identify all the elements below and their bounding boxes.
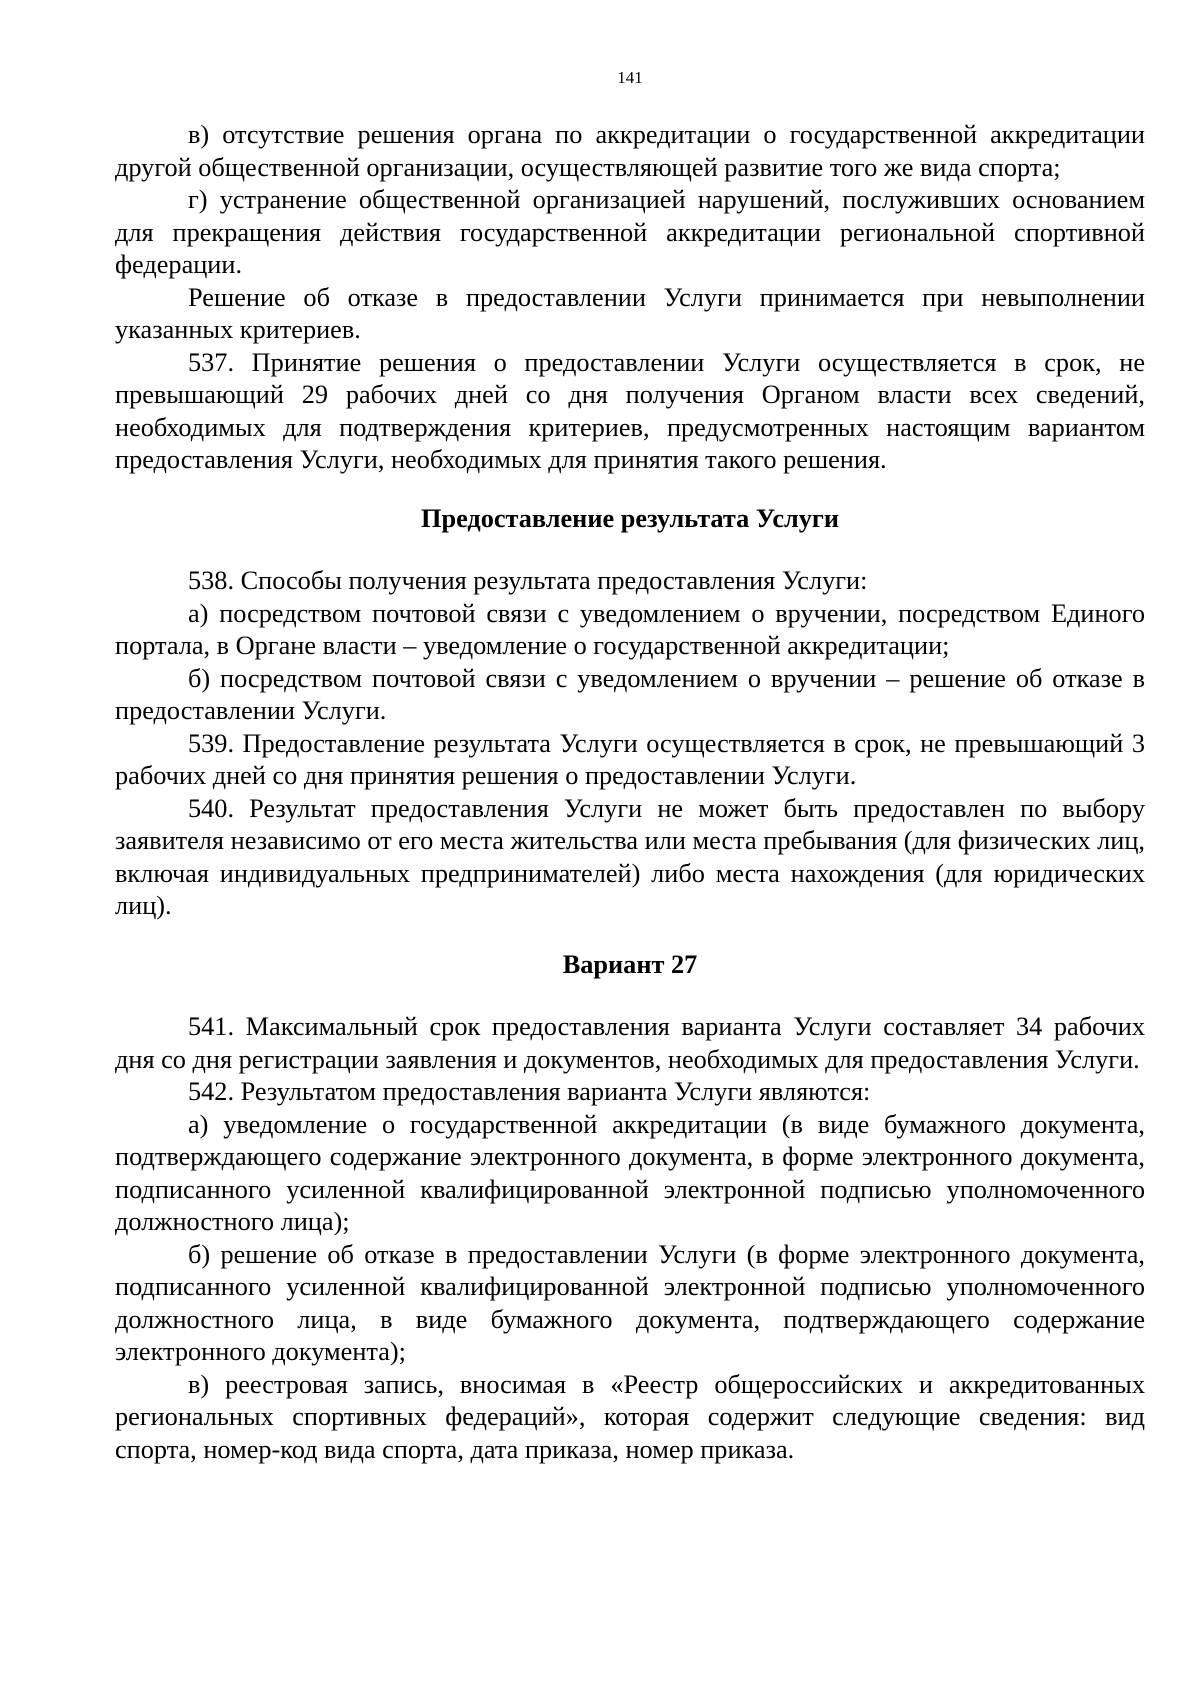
- spacer: [115, 535, 1145, 565]
- section-heading-result: Предоставление результата Услуги: [420, 503, 839, 533]
- page-number: 141: [617, 68, 643, 87]
- paragraph-542: 542. Результатом предоставления варианта Услуги являются:: [188, 1077, 871, 1106]
- spacer: [115, 981, 1145, 1011]
- paragraph-539: 539. Предоставление результата Услуги осуществляется в срок, не превышающий 3 рабочих дней со дня принятия решения о предоставлении Услуги.: [115, 728, 1145, 790]
- paragraph-refusal-decision: Решение об отказе в предоставлении Услуги принимается при невыполнении указанных критериев.: [115, 282, 1145, 344]
- paragraph-541: 541. Максимальный срок предоставления варианта Услуги составляет 34 рабочих дня со дня регистрации заявления и документов, необходимых для предоставления Услуги.: [115, 1012, 1145, 1074]
- paragraph-540: 540. Результат предоставления Услуги не может быть предоставлен по выбору заявителя независимо от его места жительства или места пребывания (для физических лиц, включая индивидуальных предпринимателей) либо места нахождения (для юридических лиц).: [115, 793, 1145, 920]
- paragraph-538-a: а) посредством почтовой связи с уведомлением о вручении, посредством Единого портала, в Органе власти – уведомление о государственной аккредитации;: [115, 598, 1145, 660]
- paragraph-542-v: в) реестровая запись, вносимая в «Реестр общероссийских и аккредитованных региональных спортивных федераций», которая содержит следующие сведения: вид спорта, номер-код вида спорта, дата приказа, номер приказа.: [115, 1369, 1145, 1464]
- paragraph-537: 537. Принятие решения о предоставлении Услуги осуществляется в срок, не превышающий 29 рабочих дней со дня получения Органом власти всех сведений, необходимых для подтверждения критериев, предусмотренных настоящим вариантом предоставления Услуги, необходимых для принятия такого решения.: [115, 347, 1145, 474]
- paragraph-criterion-v: в) отсутствие решения органа по аккредитации о государственной аккредитации другой общественной организации, осуществляющей развитие того же вида спорта;: [115, 120, 1145, 182]
- paragraph-542-a: а) уведомление о государственной аккредитации (в виде бумажного документа, подтверждающего содержание электронного документа, в форме электронного документа, подписанного усиленной квалифицированной электронной подписью уполномоченного должностного лица);: [115, 1109, 1145, 1236]
- paragraph-criterion-g: г) устранение общественной организацией нарушений, послуживших основанием для прекращения действия государственной аккредитации региональной спортивной федерации.: [115, 185, 1145, 279]
- paragraph-542-b: б) решение об отказе в предоставлении Услуги (в форме электронного документа, подписанного усиленной квалифицированной электронной подписью уполномоченного должностного лица, в виде бумажного документа, подтверждающего содержание электронного документа);: [115, 1239, 1145, 1366]
- section-heading-variant: Вариант 27: [562, 949, 698, 979]
- spacer: [115, 477, 1145, 503]
- document-body: [115, 119, 1145, 1466]
- paragraph-538: 538. Способы получения результата предоставления Услуги:: [188, 566, 868, 595]
- paragraph-538-b: б) посредством почтовой связи с уведомлением о вручении – решение об отказе в предоставлении Услуги.: [115, 663, 1145, 725]
- spacer: [115, 923, 1145, 949]
